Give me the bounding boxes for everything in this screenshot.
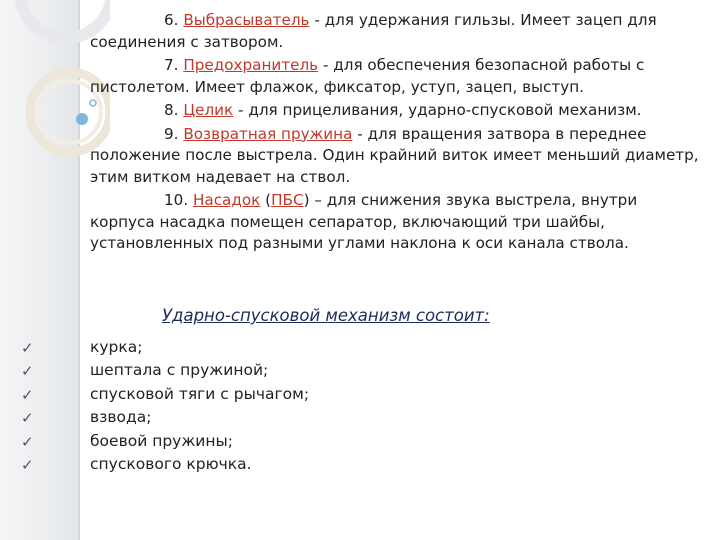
paragraph-safety xyxy=(90,55,706,98)
term-rear-sight: Целик xyxy=(183,101,234,119)
term-ejector: Выбрасыватель xyxy=(183,11,310,29)
components-list xyxy=(0,338,720,478)
list-item xyxy=(0,408,720,431)
checkmark-icon: ✓ xyxy=(21,339,34,357)
list-item-text: спускового крючка. xyxy=(90,454,252,473)
paragraph-number: 7. xyxy=(164,56,179,74)
list-item xyxy=(0,361,720,384)
list-item-text: взвода; xyxy=(90,408,152,427)
checkmark-icon: ✓ xyxy=(21,432,34,451)
paragraph-paren: ( xyxy=(260,191,272,209)
checkmark-icon: ✓ xyxy=(21,385,34,404)
term-safety: Предохранитель xyxy=(183,56,319,74)
list-item xyxy=(0,385,720,408)
list-item-text: боевой пружины; xyxy=(90,431,233,450)
paragraph-recoil-spring xyxy=(90,124,706,189)
checkmark-icon: ✓ xyxy=(21,362,34,381)
list-item xyxy=(0,455,720,478)
paragraph-number: 8. xyxy=(164,101,179,119)
term-recoil-spring: Возвратная пружина xyxy=(183,124,353,143)
list-item-text: курка; xyxy=(90,338,143,356)
checkmark-icon: ✓ xyxy=(21,409,34,428)
deco-blue-dot xyxy=(76,113,88,125)
paragraph-body: - для обеспечения безопасной работы с пистолетом. Имеет флажок, фиксатор, уступ, зацеп, выступ. xyxy=(90,56,645,96)
checkmark-icon: ✓ xyxy=(21,455,34,474)
paragraph-suppressor xyxy=(90,190,706,255)
term-suppressor: Насадок xyxy=(192,191,261,209)
paragraph-body: - для удержания гильзы. Имеет зацеп для соединения с затвором. xyxy=(90,11,657,51)
paragraph-body: ) – для снижения звука выстрела, внутри корпуса насадка помещен сепаратор, включающий три шайбы, установленных под разными углами наклона к оси канала ствола. xyxy=(90,191,638,252)
paragraph-number: 6. xyxy=(164,11,179,29)
description-text xyxy=(90,10,706,257)
list-item-text: спусковой тяги с рычагом; xyxy=(90,384,310,403)
paragraph-number: 10. xyxy=(164,191,189,209)
paragraph-ejector xyxy=(90,10,706,53)
paragraph-body: - для вращения затвора в переднее положение после выстрела. Один крайний виток имеет меньший диаметр, этим витком надевает на ствол. xyxy=(90,124,699,186)
paragraph-number: 9. xyxy=(164,124,179,143)
term-pbs: ПБС xyxy=(271,191,304,209)
paragraph-body: - для прицеливания, ударно-спусковой механизм. xyxy=(233,101,642,119)
list-item-text: шептала с пружиной; xyxy=(90,361,269,380)
paragraph-rear-sight xyxy=(90,100,706,122)
section-heading: Ударно-спусковой механизм состоит: xyxy=(162,306,490,325)
list-item xyxy=(0,432,720,455)
list-item xyxy=(0,338,720,361)
